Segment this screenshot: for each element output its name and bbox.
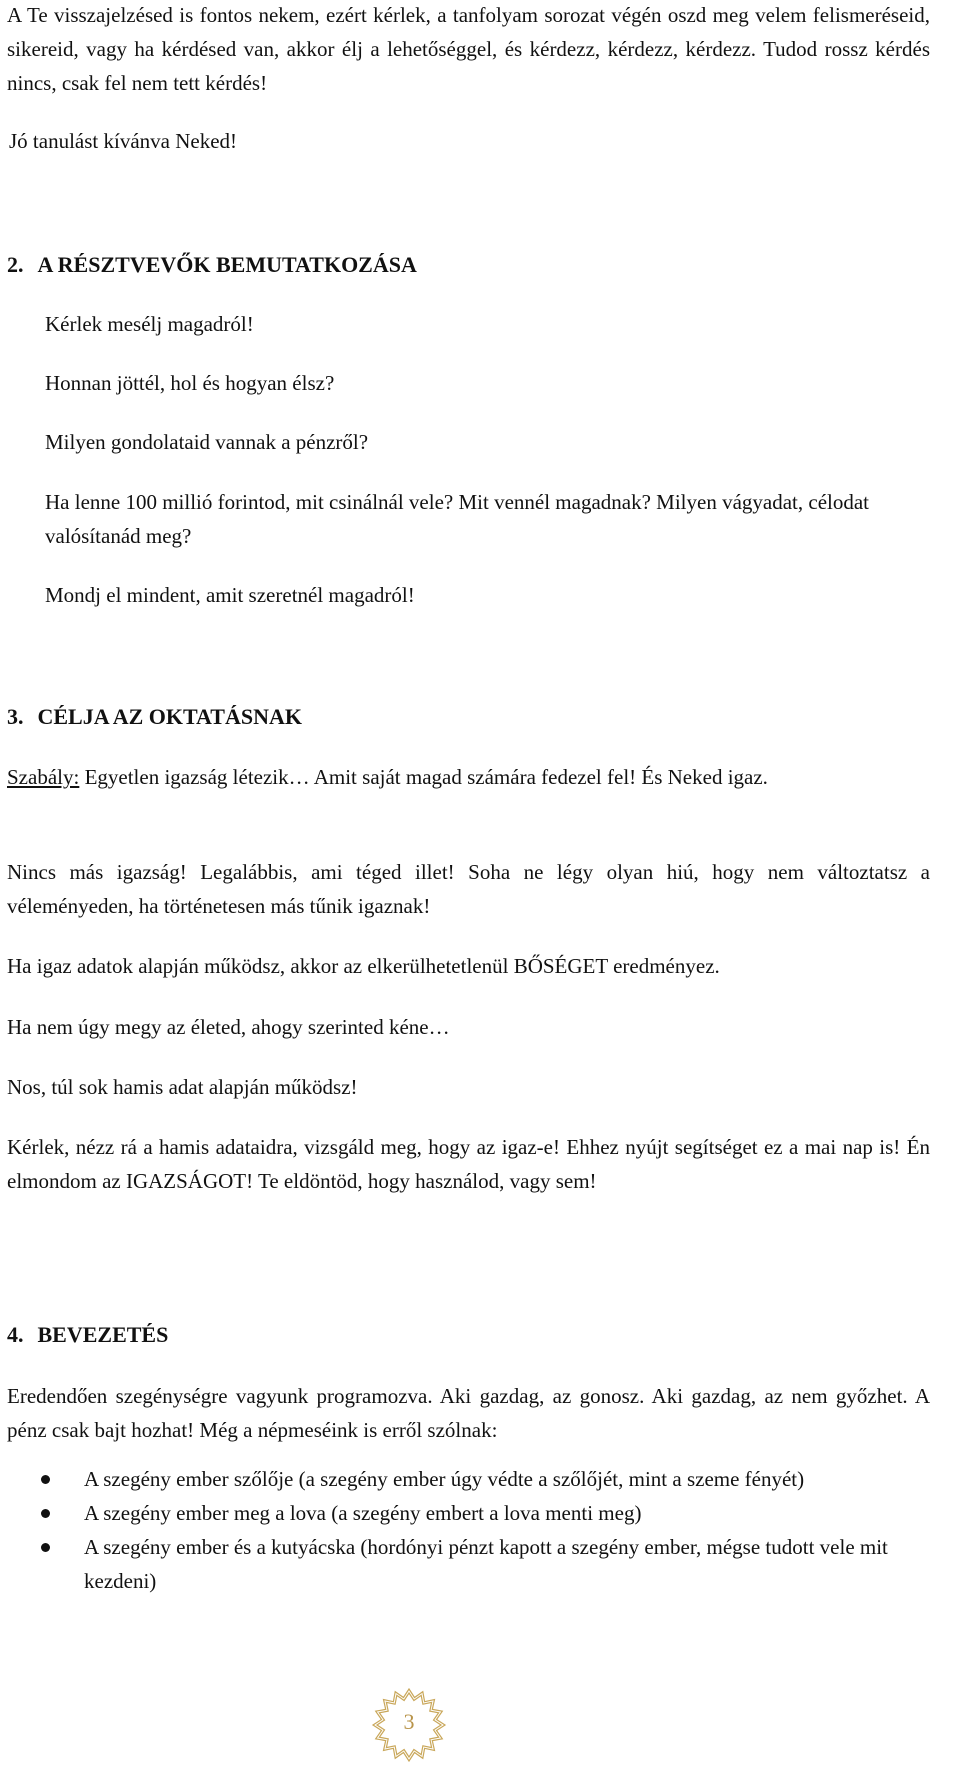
list-item: A szegény ember és a kutyácska (hordónyi pénzt kapott a szegény ember, mégse tudott vele mit kezdeni) [0,1530,930,1598]
section-2-title: A RÉSZTVEVŐK BEMUTATKOZÁSA [37,252,417,277]
bullet-icon [41,1475,50,1484]
body-paragraph: Ha igaz adatok alapján működsz, akkor az elkerülhetetlenül BŐSÉGET eredményez. [7,954,720,978]
list-item: A szegény ember meg a lova (a szegény embert a lova menti meg) [0,1496,930,1530]
section-2-number: 2. [7,252,24,277]
list-item: A szegény ember szőlője (a szegény ember úgy védte a szőlőjét, mint a szeme fényét) [0,1462,930,1496]
body-paragraph: Nos, túl sok hamis adat alapján működsz! [7,1075,358,1099]
intro-question: Honnan jöttél, hol és hogyan élsz? [45,371,335,395]
section-3-number: 3. [7,704,24,729]
intro-question: Kérlek mesélj magadról! [45,312,254,336]
bullet-icon [41,1543,50,1552]
body-paragraph: Nincs más igazság! Legalábbis, ami téged illet! Soha ne légy olyan hiú, hogy nem változtatsz a véleményeden, ha történetesen más tűnik igaznak! [7,860,930,918]
body-paragraph: Kérlek, nézz rá a hamis adataidra, vizsgáld meg, hogy az igaz-e! Ehhez nyújt segítséget ez a mai nap is! Én elmondom az IGAZSÁGOT! Te eldöntöd, hogy használod, vagy sem! [7,1135,930,1193]
intro-question: Ha lenne 100 millió forintod, mit csinálnál vele? Mit vennél magadnak? Milyen vágyadat, célodat valósítanád meg? [45,490,870,548]
bullet-icon [41,1509,50,1518]
section-3-heading [7,702,302,732]
intro-question: Milyen gondolataid vannak a pénzről? [45,430,369,454]
section-2-heading [7,250,417,280]
intro-paragraph: A Te visszajelzésed is fontos nekem, ezért kérlek, a tanfolyam sorozat végén oszd meg velem felismeréseid, sikereid, vagy ha kérdésed van, akkor élj a lehetőséggel, és kérdezz, kérdezz, kérdezz. Tudod rossz kérdés nincs, csak fel nem tett kérdés! [7,3,930,95]
rule-text: Egyetlen igazság létezik… Amit saját magad számára fedezel fel! És Neked igaz. [79,765,768,789]
page-number: 3 [403,1709,415,1734]
page-number-ornament [371,1687,447,1763]
section-3-title: CÉLJA AZ OKTATÁSNAK [37,704,302,729]
intro-question: Mondj el mindent, amit szeretnél magadról! [45,583,415,607]
rule-label: Szabály: [7,765,80,789]
intro-wish: Jó tanulást kívánva Neked! [9,129,238,153]
rule-paragraph [7,760,930,794]
body-paragraph: Eredendően szegénységre vagyunk programozva. Aki gazdag, az gonosz. Aki gazdag, az nem győzhet. A pénz csak bajt hozhat! Még a népmeséink is erről szólnak: [7,1384,930,1442]
section-4-title: BEVEZETÉS [37,1322,169,1347]
folk-tale-list [0,1462,930,1598]
body-paragraph: Ha nem úgy megy az életed, ahogy szerinted kéne… [7,1015,450,1039]
section-4-number: 4. [7,1322,24,1347]
section-4-heading [7,1320,168,1350]
